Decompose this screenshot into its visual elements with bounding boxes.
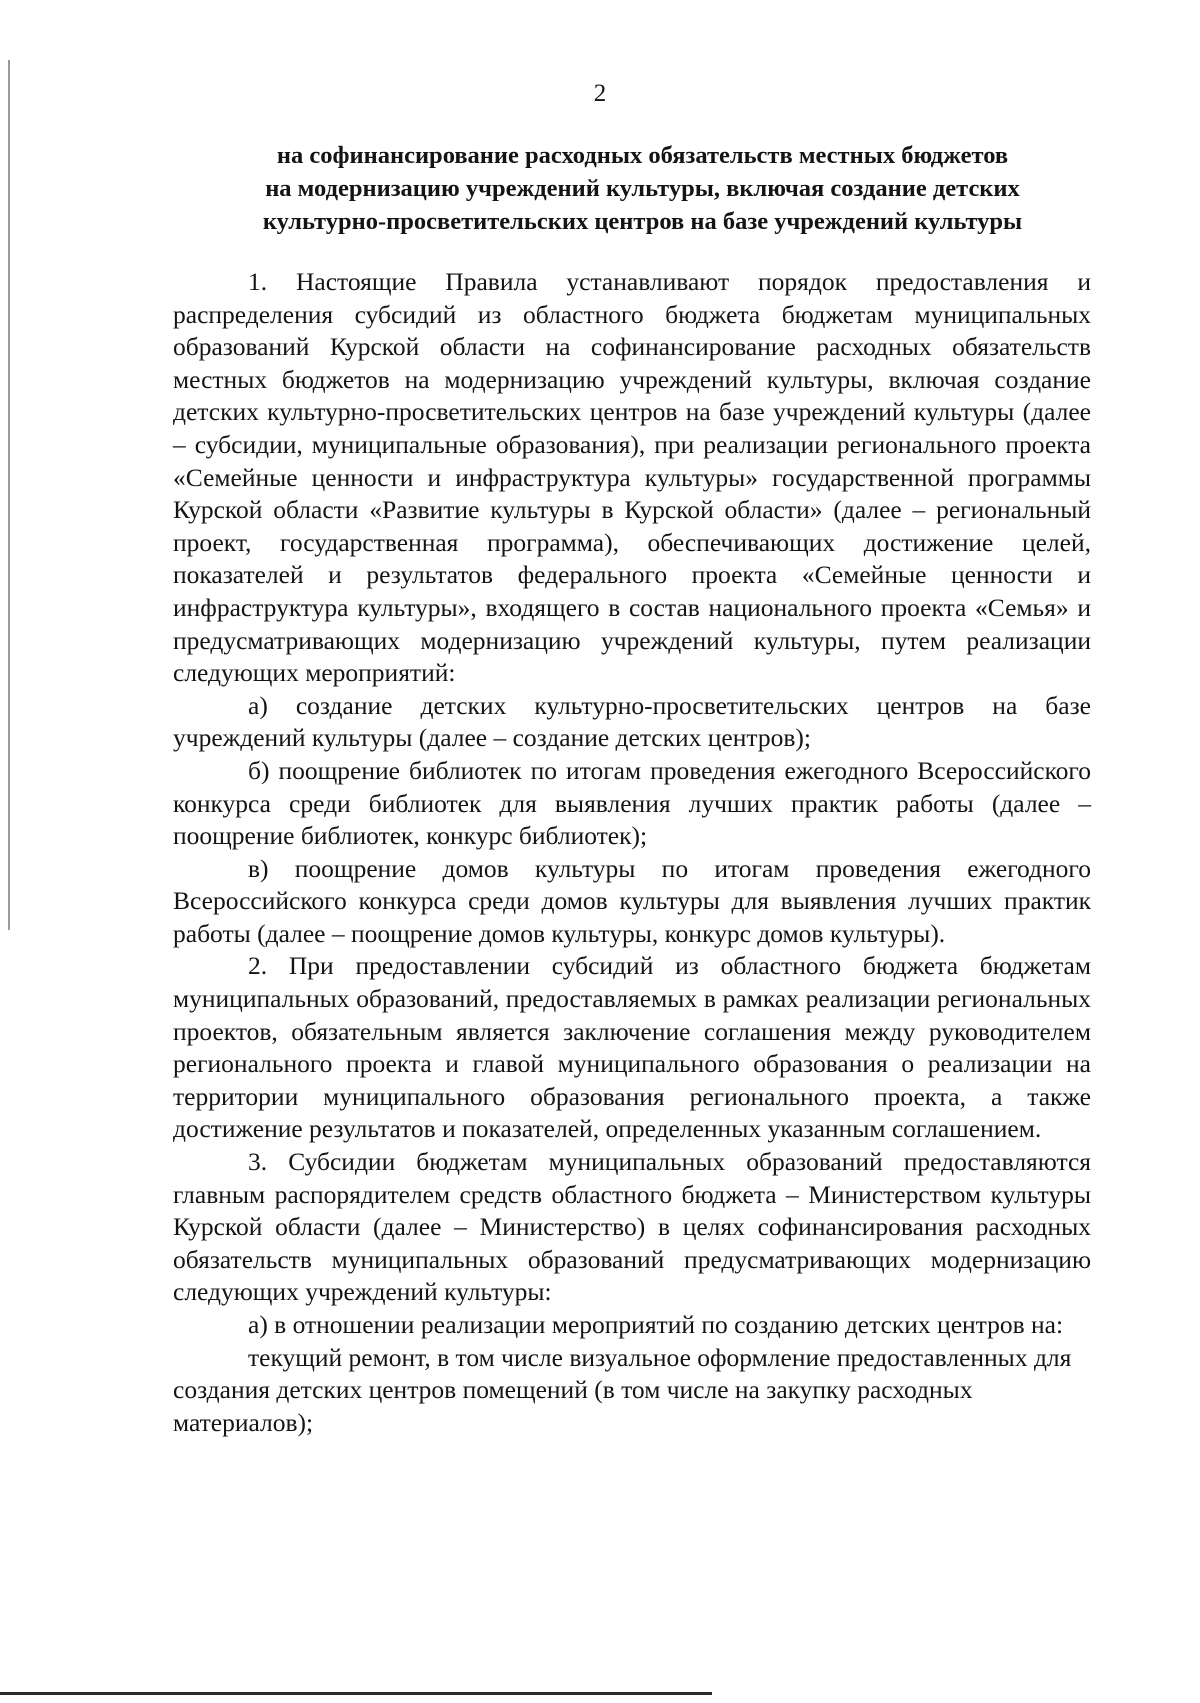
paragraph-1a: а) создание детских культурно-просветительских центров на базе учреждений культуры (далее – создание детских центров); [173,690,1091,753]
title-line: культурно-просветительских центров на базе учреждений культуры [262,208,1023,235]
paragraph-3: 3. Субсидии бюджетам муниципальных образований предоставляются главным распорядителем средств областного бюджета – Министерством культуры Курской области (далее – Министерство) в целях софинансирования расходных обязательств муниципальных образований предусматривающих модернизацию следующих учреждений культуры: [173,1147,1091,1307]
scan-left-edge [8,60,10,930]
document-body [173,266,1091,1439]
title-line: на модернизацию учреждений культуры, включая создание детских [265,175,1020,202]
paragraph-1: 1. Настоящие Правила устанавливают порядок предоставления и распределения субсидий из областного бюджета бюджетам муниципальных образований Курской области на софинансирование расходных обязательств местных бюджетов на модернизацию учреждений культуры, включая создание детских культурно-просветительских центров на базе учреждений культуры (далее – субсидии, муниципальные образования), при реализации регионального проекта «Семейные ценности и инфраструктура культуры» государственной программы Курской области «Развитие культуры в Курской области» (далее – региональный проект, государственная программа), обеспечивающих достижение целей, показателей и результатов федерального проекта «Семейные ценности и инфраструктура культуры», входящего в состав национального проекта «Семья» и предусматривающих модернизацию учреждений культуры, путем реализации следующих мероприятий: [173,267,1091,688]
page-number: 2 [593,80,607,107]
paragraph-3a: а) в отношении реализации мероприятий по созданию детских центров на: [248,1310,1064,1339]
paragraph-1c: в) поощрение домов культуры по итогам проведения ежегодного Всероссийского конкурса среди домов культуры для выявления лучших практик работы (далее – поощрение домов культуры, конкурс домов культуры). [173,853,1091,948]
document-title [190,139,1095,238]
title-line: на софинансирование расходных обязательств местных бюджетов [276,142,1009,169]
paragraph-1b: б) поощрение библиотек по итогам проведения ежегодного Всероссийского конкурса среди библиотек для выявления лучших практик работы (далее – поощрение библиотек, конкурс библиотек); [173,755,1091,851]
bottom-rule [0,1692,712,1695]
paragraph-2: 2. При предоставлении субсидий из областного бюджета бюджетам муниципальных образований, предоставляемых в рамках реализации региональных проектов, обязательным является заключение соглашения между руководителем регионального проекта и главой муниципального образования о реализации на территории муниципального образования регионального проекта, а также достижение результатов и показателей, определенных указанным соглашением. [173,951,1091,1144]
paragraph-3a-item: текущий ремонт, в том числе визуальное оформление предоставленных для создания детских центров помещений (в том числе на закупку расходных материалов); [173,1342,1072,1437]
